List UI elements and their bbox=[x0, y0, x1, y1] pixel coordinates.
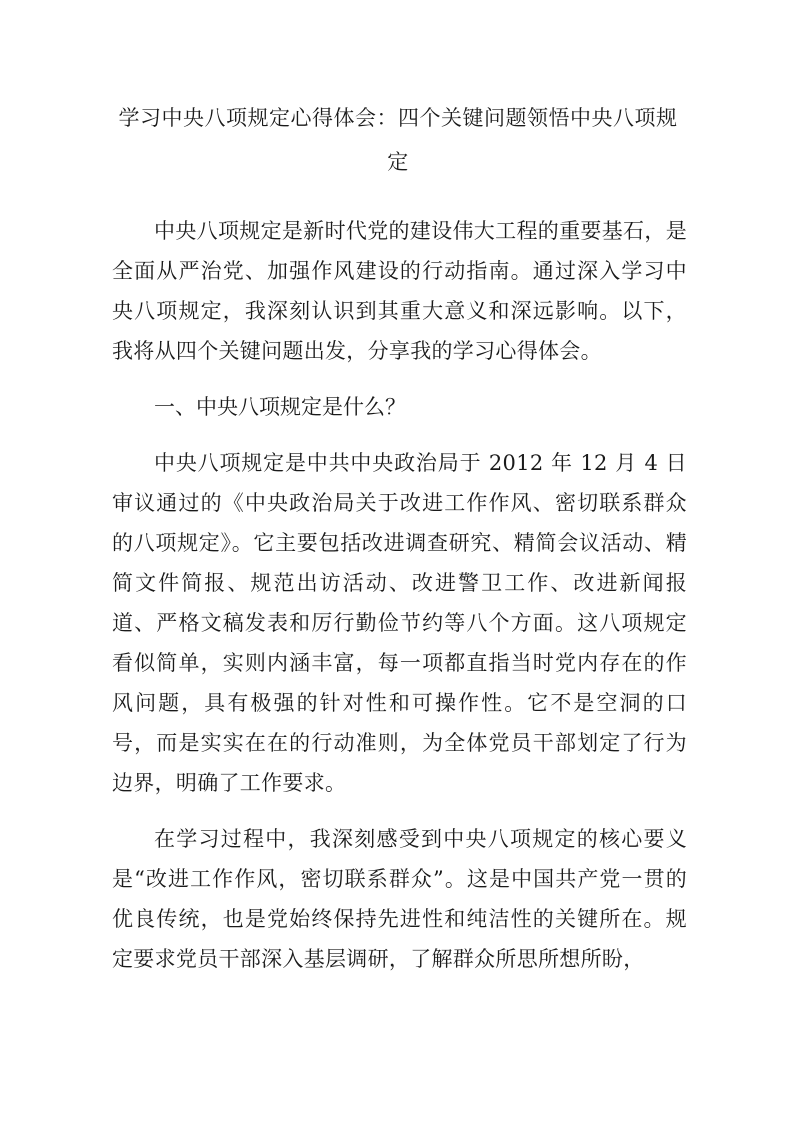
document-body bbox=[112, 211, 687, 995]
document-title: 学习中央八项规定心得体会：四个关键问题领悟中央八项规定 bbox=[118, 106, 678, 174]
paragraph-intro: 中央八项规定是新时代党的建设伟大工程的重要基石，是全面从严治党、加强作风建设的行动指南。通过深入学习中央八项规定，我深刻认识到其重大意义和深远影响。以下，我将从四个关键问题出发，分享我的学习心得体会。 bbox=[112, 219, 687, 363]
section-heading-1: 一、中央八项规定是什么？ bbox=[154, 395, 406, 419]
paragraph-core-meaning: 在学习过程中，我深刻感受到中央八项规定的核心要义是“改进工作作风，密切联系群众”。这是中国共产党一贯的优良传统，也是党始终保持先进性和纯洁性的关键所在。规定要求党员干部深入基层调研，了解群众所思所想所盼， bbox=[112, 827, 687, 971]
paragraph-definition: 中央八项规定是中共中央政治局于 2012 年 12 月 4 日审议通过的《中央政治局关于改进工作作风、密切联系群众的八项规定》。它主要包括改进调查研究、精简会议活动、精简文件简报、规范出访活动、改进警卫工作、改进新闻报道、严格文稿发表和厉行勤俭节约等八个方面。这八项规定看似简单，实则内涵丰富，每一项都直指当时党内存在的作风问题，具有极强的针对性和可操作性。它不是空洞的口号，而是实实在在的行动准则，为全体党员干部划定了行为边界，明确了工作要求。 bbox=[112, 451, 687, 795]
